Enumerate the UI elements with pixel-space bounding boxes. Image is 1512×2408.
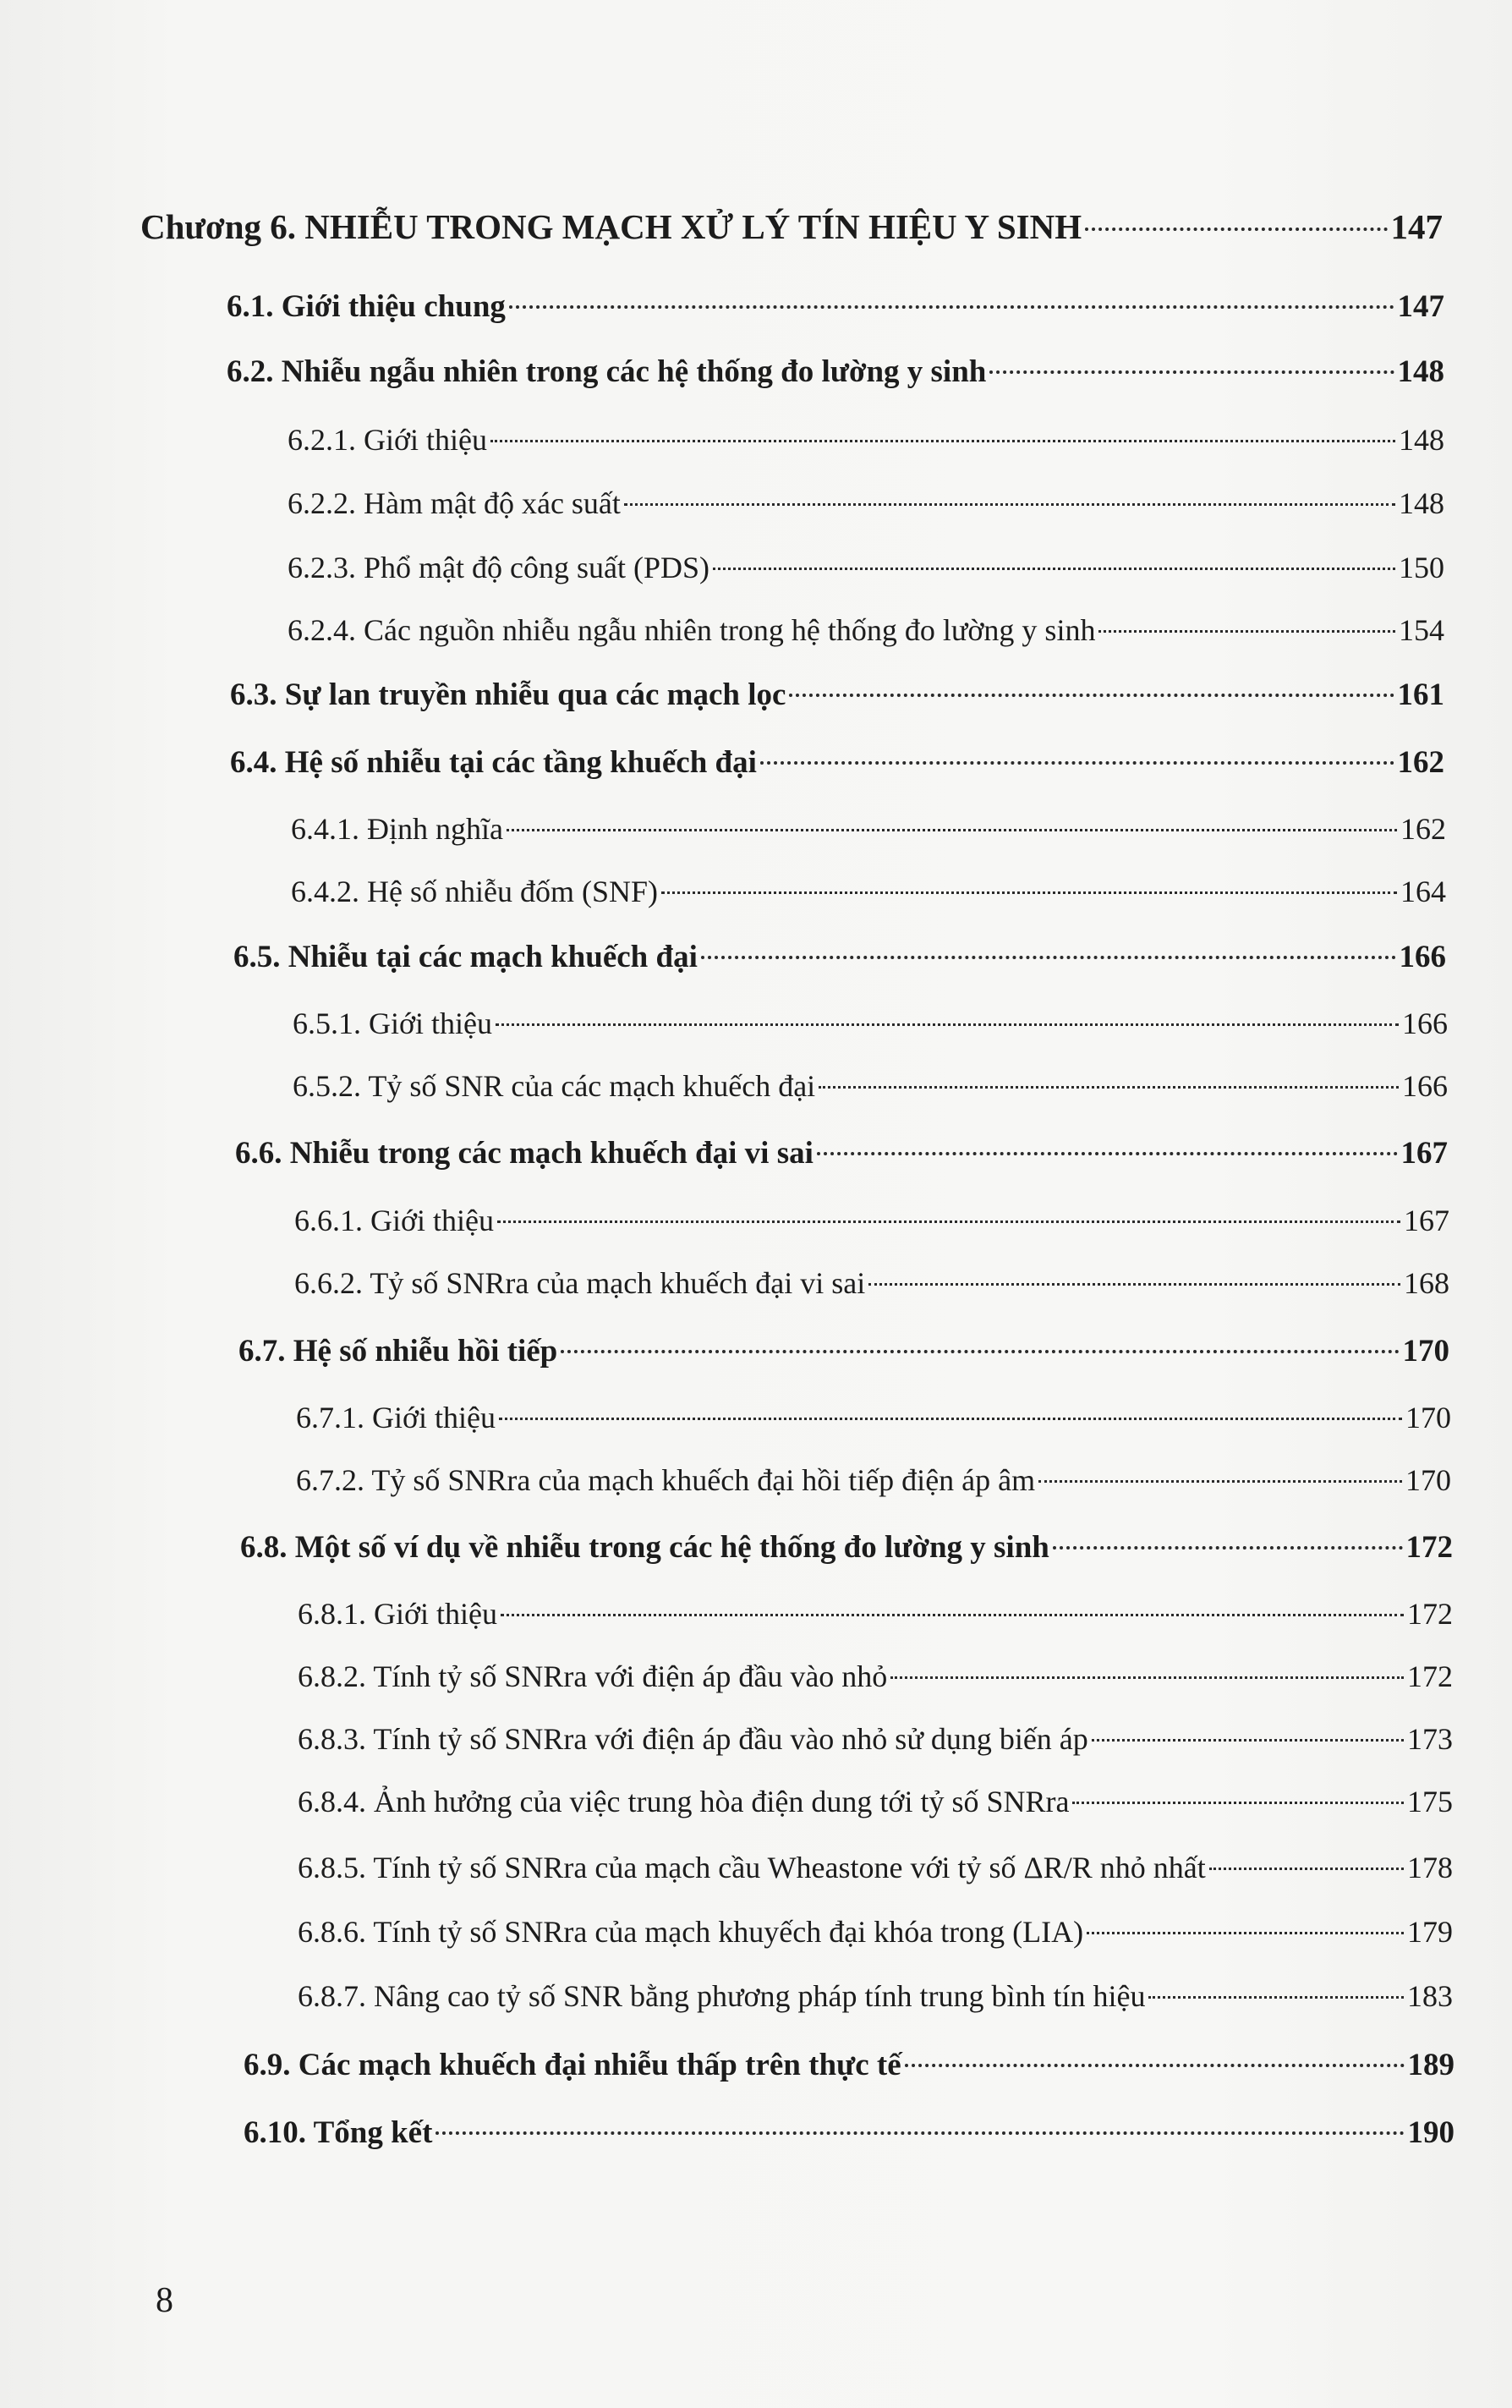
dot-leader bbox=[905, 2064, 1405, 2067]
toc-entry-title: 6.8.7. Nâng cao tỷ số SNR bằng phương pháp tính trung bình tín hiệu bbox=[298, 1979, 1146, 2013]
toc-entry-page: 175 bbox=[1407, 1785, 1453, 1818]
toc-entry-title: 6.2.2. Hàm mật độ xác suất bbox=[288, 486, 621, 520]
toc-entry-page: 183 bbox=[1407, 1979, 1453, 2013]
toc-entry-6-5-2 bbox=[293, 1061, 1448, 1111]
toc-entry-title: 6.7.1. Giới thiệu bbox=[296, 1401, 496, 1434]
dot-leader bbox=[1053, 1546, 1403, 1550]
toc-entry-page: 170 bbox=[1402, 1334, 1449, 1369]
toc-entry-title: 6.2.1. Giới thiệu bbox=[288, 423, 488, 457]
toc-entry-page: 166 bbox=[1402, 1007, 1448, 1040]
toc-entry-title: 6.6.2. Tỷ số SNRra của mạch khuếch đại vi sai bbox=[294, 1266, 866, 1300]
toc-entry-6-8-6 bbox=[298, 1906, 1453, 1957]
dot-leader bbox=[1085, 228, 1387, 231]
dot-leader bbox=[509, 305, 1394, 309]
toc-entry-6-6-1 bbox=[294, 1195, 1449, 1246]
dot-leader bbox=[501, 1614, 1404, 1616]
toc-entry-page: 147 bbox=[1397, 289, 1444, 324]
dot-leader bbox=[868, 1283, 1400, 1286]
dot-leader bbox=[507, 829, 1397, 831]
toc-entry-page: 167 bbox=[1404, 1204, 1449, 1237]
toc-entry-title: 6.5.2. Tỷ số SNR của các mạch khuếch đại bbox=[293, 1069, 816, 1103]
dot-leader bbox=[890, 1676, 1404, 1679]
toc-entry-title: 6.9. Các mạch khuếch đại nhiễu thấp trên thực tế bbox=[244, 2048, 901, 2082]
dot-leader bbox=[1038, 1480, 1402, 1483]
toc-entry-6-2-3 bbox=[288, 542, 1444, 593]
dot-leader bbox=[624, 503, 1395, 506]
dot-leader bbox=[1209, 1868, 1404, 1870]
toc-entry-page: 154 bbox=[1399, 613, 1444, 647]
toc-entry-title: 6.4.1. Định nghĩa bbox=[291, 812, 503, 846]
toc-entry-6-2 bbox=[227, 347, 1444, 398]
dot-leader bbox=[817, 1152, 1398, 1155]
dot-leader bbox=[490, 440, 1395, 442]
toc-entry-page: 167 bbox=[1400, 1136, 1448, 1171]
toc-entry-6-4-1 bbox=[291, 804, 1446, 854]
toc-entry-title: 6.7.2. Tỷ số SNRra của mạch khuếch đại hồi tiếp điện áp âm bbox=[296, 1463, 1036, 1497]
toc-entry-page: 150 bbox=[1399, 551, 1444, 584]
toc-entry-title: 6.6.1. Giới thiệu bbox=[294, 1204, 495, 1237]
dot-leader bbox=[760, 761, 1394, 765]
toc-entry-6-2-2 bbox=[288, 478, 1444, 529]
toc-entry-6-8-1 bbox=[298, 1588, 1453, 1639]
toc-entry-page: 148 bbox=[1397, 354, 1444, 389]
toc-entry-page: 147 bbox=[1390, 207, 1443, 246]
toc-entry-title: 6.5.1. Giới thiệu bbox=[293, 1007, 493, 1040]
toc-entry-6-7 bbox=[238, 1326, 1449, 1377]
toc-entry-page: 168 bbox=[1404, 1266, 1449, 1300]
toc-entry-title: 6.4.2. Hệ số nhiễu đốm (SNF) bbox=[291, 875, 658, 908]
toc-entry-6-10 bbox=[244, 2108, 1454, 2158]
dot-leader bbox=[713, 568, 1395, 570]
toc-entry-page: 172 bbox=[1405, 1530, 1453, 1565]
toc-entry-6-5 bbox=[233, 932, 1446, 983]
dot-leader bbox=[499, 1418, 1402, 1420]
toc-entry-page: 173 bbox=[1407, 1722, 1453, 1756]
toc-entry-6-4-2 bbox=[291, 866, 1446, 917]
dot-leader bbox=[1087, 1932, 1404, 1934]
toc-entry-6-9 bbox=[244, 2040, 1454, 2091]
toc-entry-6-2-1 bbox=[288, 414, 1444, 465]
toc-entry-title: 6.1. Giới thiệu chung bbox=[227, 289, 506, 324]
toc-entry-page: 166 bbox=[1399, 940, 1446, 974]
dot-leader bbox=[989, 370, 1394, 374]
toc-entry-6-3 bbox=[230, 670, 1444, 721]
toc-entry-page: 170 bbox=[1405, 1463, 1451, 1497]
toc-entry-6-8-5 bbox=[298, 1842, 1453, 1893]
toc-entry-page: 190 bbox=[1407, 2115, 1454, 2150]
dot-leader bbox=[497, 1220, 1400, 1223]
toc-entry-title: 6.8.3. Tính tỷ số SNRra với điện áp đầu vào nhỏ sử dụng biến áp bbox=[298, 1722, 1088, 1756]
toc-entry-title: 6.8.5. Tính tỷ số SNRra của mạch cầu Wheastone với tỷ số ΔR/R nhỏ nhất bbox=[298, 1851, 1206, 1884]
toc-entry-page: 161 bbox=[1397, 677, 1444, 712]
toc-entry-6-5-1 bbox=[293, 998, 1448, 1049]
dot-leader bbox=[1092, 1739, 1404, 1742]
toc-entry-page: 189 bbox=[1407, 2048, 1454, 2082]
toc-entry-6-8 bbox=[240, 1522, 1453, 1573]
toc-entry-title: Chương 6. NHIỄU TRONG MẠCH XỬ LÝ TÍN HIỆU Y SINH bbox=[140, 207, 1082, 246]
toc-entry-title: 6.2.3. Phổ mật độ công suất (PDS) bbox=[288, 551, 709, 584]
toc-entry-page: 166 bbox=[1402, 1069, 1448, 1103]
toc-entry-title: 6.8.6. Tính tỷ số SNRra của mạch khuyếch đại khóa trong (LIA) bbox=[298, 1915, 1084, 1949]
toc-entry-page: 148 bbox=[1399, 423, 1444, 457]
toc-entry-title: 6.8.4. Ảnh hưởng của việc trung hòa điện dung tới tỷ số SNRra bbox=[298, 1785, 1070, 1818]
toc-entry-6-8-7 bbox=[298, 1971, 1453, 2021]
dot-leader bbox=[1148, 1996, 1404, 1999]
toc-entry-page: 172 bbox=[1407, 1659, 1453, 1693]
toc-entry-page: 179 bbox=[1407, 1915, 1453, 1949]
toc-entry-title: 6.2.4. Các nguồn nhiễu ngẫu nhiên trong hệ thống đo lường y sinh bbox=[288, 613, 1096, 647]
toc-entry-title: 6.10. Tổng kết bbox=[244, 2115, 433, 2150]
page-number: 8 bbox=[156, 2281, 173, 2320]
toc-entry-title: 6.3. Sự lan truyền nhiễu qua các mạch lọc bbox=[230, 677, 786, 712]
dot-leader bbox=[561, 1350, 1399, 1353]
toc-entry-title: 6.8.1. Giới thiệu bbox=[298, 1597, 498, 1631]
toc-entry-title: 6.8.2. Tính tỷ số SNRra với điện áp đầu vào nhỏ bbox=[298, 1659, 888, 1693]
toc-entry-6-6-2 bbox=[294, 1258, 1449, 1308]
toc-entry-6-7-2 bbox=[296, 1455, 1451, 1506]
dot-leader bbox=[789, 694, 1394, 697]
toc-entry-title: 6.2. Nhiễu ngẫu nhiên trong các hệ thống đo lường y sinh bbox=[227, 354, 987, 389]
toc-entry-page: 170 bbox=[1405, 1401, 1451, 1434]
toc-entry-page: 178 bbox=[1407, 1851, 1453, 1884]
toc-entry-6-2-4 bbox=[288, 605, 1444, 655]
dot-leader bbox=[1098, 630, 1395, 633]
dot-leader bbox=[1072, 1802, 1404, 1804]
toc-entry-page: 172 bbox=[1407, 1597, 1453, 1631]
toc-entry-page: 162 bbox=[1400, 812, 1446, 846]
dot-leader bbox=[701, 956, 1396, 959]
toc-entry-6-8-4 bbox=[298, 1776, 1453, 1827]
toc-entry-6-1 bbox=[227, 282, 1444, 332]
dot-leader bbox=[436, 2131, 1404, 2135]
toc-entry-chapter-6 bbox=[140, 201, 1443, 252]
toc-entry-title: 6.4. Hệ số nhiễu tại các tầng khuếch đại bbox=[230, 745, 757, 780]
toc-entry-title: 6.6. Nhiễu trong các mạch khuếch đại vi sai bbox=[235, 1136, 814, 1171]
toc-entry-page: 162 bbox=[1397, 745, 1444, 780]
toc-entry-6-8-2 bbox=[298, 1651, 1453, 1702]
toc-entry-title: 6.5. Nhiễu tại các mạch khuếch đại bbox=[233, 940, 698, 974]
toc-entry-page: 164 bbox=[1400, 875, 1446, 908]
dot-leader bbox=[496, 1023, 1399, 1026]
dot-leader bbox=[819, 1086, 1399, 1089]
toc-entry-6-4 bbox=[230, 738, 1444, 788]
toc-entry-6-7-1 bbox=[296, 1392, 1451, 1443]
toc-entry-title: 6.8. Một số ví dụ về nhiễu trong các hệ thống đo lường y sinh bbox=[240, 1530, 1049, 1565]
toc-entry-6-8-3 bbox=[298, 1714, 1453, 1764]
dot-leader bbox=[661, 891, 1397, 894]
toc-entry-page: 148 bbox=[1399, 486, 1444, 520]
toc-entry-6-6 bbox=[235, 1128, 1448, 1179]
toc-entry-title: 6.7. Hệ số nhiễu hồi tiếp bbox=[238, 1334, 558, 1369]
